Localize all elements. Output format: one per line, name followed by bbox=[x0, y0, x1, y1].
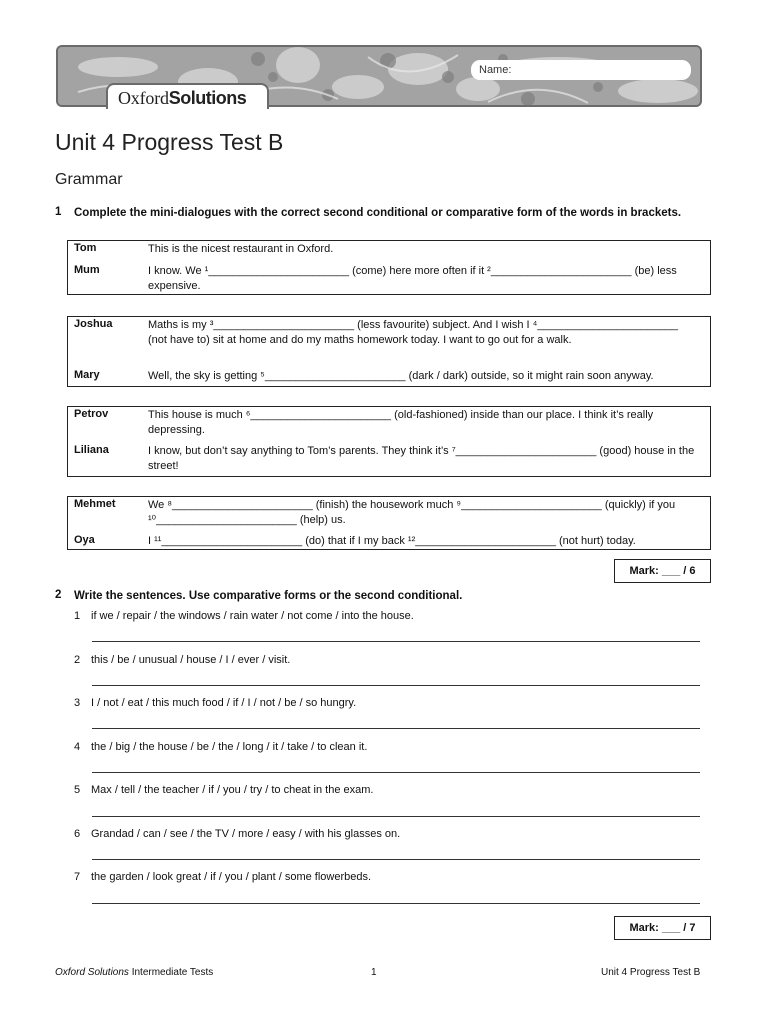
item-number: 2 bbox=[74, 654, 81, 666]
q2-instruction: Write the sentences. Use comparative forms or the second conditional. bbox=[74, 590, 463, 602]
dialogue-text: We ⁸_______________________ (finish) the housework much ⁹_______________________ (quickly) if you ¹⁰_______________________ (help) us. bbox=[148, 499, 676, 526]
dialogue-text: This house is much ⁶_______________________ (old-fashioned) inside than our place. I think it’s really depressing. bbox=[148, 409, 654, 436]
answer-line-7[interactable] bbox=[92, 903, 700, 904]
speaker: Mum bbox=[74, 264, 100, 276]
dialogue-box-3 bbox=[67, 406, 711, 477]
speaker: Oya bbox=[74, 534, 95, 546]
speaker: Petrov bbox=[74, 408, 109, 420]
item-prompt: if we / repair / the windows / rain water / not come / into the house. bbox=[91, 610, 414, 622]
dialogue-text: Well, the sky is getting ⁵_______________________ (dark / dark) outside, so it might rain soon anyway. bbox=[148, 370, 654, 382]
footer-brand: Oxford Solutions bbox=[55, 967, 129, 978]
item-prompt: Grandad / can / see / the TV / more / easy / with his glasses on. bbox=[91, 828, 401, 840]
answer-line-2[interactable] bbox=[92, 685, 700, 686]
q2-mark-box: Mark: ___ / 7 bbox=[614, 916, 711, 940]
item-prompt: this / be / unusual / house / I / ever / visit. bbox=[91, 654, 291, 666]
item-number: 7 bbox=[74, 871, 81, 883]
page-number: 1 bbox=[371, 967, 377, 978]
name-label: Name: bbox=[479, 64, 512, 76]
dialogue-box-2 bbox=[67, 316, 711, 387]
dialogue-text: I know. We ¹_______________________ (come) here more often if it ²_______________________ (be) less expensive. bbox=[148, 265, 677, 292]
item-number: 5 bbox=[74, 784, 81, 796]
answer-line-3[interactable] bbox=[92, 728, 700, 729]
page-title: Unit 4 Progress Test B bbox=[55, 129, 284, 155]
dialogue-box-1 bbox=[67, 240, 711, 295]
section-heading: Grammar bbox=[55, 171, 123, 188]
item-prompt: the / big / the house / be / the / long / it / take / to clean it. bbox=[91, 741, 368, 753]
dialogue-text: Maths is my ³_______________________ (less favourite) subject. And I wish I ⁴_______________________ (not have to) sit at home and do my maths homework today. I want to go out for a walk. bbox=[148, 319, 679, 346]
dialogue-text: This is the nicest restaurant in Oxford. bbox=[148, 243, 334, 255]
answer-line-1[interactable] bbox=[92, 641, 700, 642]
dialogue-text: I know, but don’t say anything to Tom’s parents. They think it’s ⁷_______________________ (good) house in the street! bbox=[148, 445, 695, 472]
speaker: Tom bbox=[74, 242, 97, 254]
footer-left bbox=[55, 967, 213, 978]
answer-line-4[interactable] bbox=[92, 772, 700, 773]
speaker: Mehmet bbox=[74, 498, 116, 510]
item-prompt: the garden / look great / if / you / plant / some flowerbeds. bbox=[91, 871, 372, 883]
footer-right: Unit 4 Progress Test B bbox=[601, 967, 701, 978]
speaker: Joshua bbox=[74, 318, 113, 330]
speaker: Mary bbox=[74, 369, 100, 381]
logo-word-solutions: Solutions bbox=[168, 88, 247, 108]
logo-word-oxford: Oxford bbox=[118, 88, 169, 108]
dialogue-box-4 bbox=[67, 496, 711, 550]
item-number: 1 bbox=[74, 610, 81, 622]
name-field[interactable] bbox=[471, 60, 691, 80]
q1-number: 1 bbox=[55, 206, 62, 218]
dialogue-text: I ¹¹_______________________ (do) that if I my back ¹²_______________________ (not hurt) today. bbox=[148, 535, 636, 547]
oxford-solutions-logo bbox=[106, 83, 269, 109]
answer-line-5[interactable] bbox=[92, 816, 700, 817]
q2-number: 2 bbox=[55, 589, 62, 601]
item-prompt: Max / tell / the teacher / if / you / try / to cheat in the exam. bbox=[91, 784, 374, 796]
item-prompt: I / not / eat / this much food / if / I / not / be / so hungry. bbox=[91, 697, 357, 709]
q1-mark-box: Mark: ___ / 6 bbox=[614, 559, 711, 583]
speaker: Liliana bbox=[74, 444, 109, 456]
item-number: 3 bbox=[74, 697, 81, 709]
answer-line-6[interactable] bbox=[92, 859, 700, 860]
item-number: 4 bbox=[74, 741, 81, 753]
footer-series: Intermediate Tests bbox=[128, 967, 214, 978]
item-number: 6 bbox=[74, 828, 81, 840]
q1-instruction: Complete the mini-dialogues with the correct second conditional or comparative form of the words in brackets. bbox=[74, 207, 682, 219]
